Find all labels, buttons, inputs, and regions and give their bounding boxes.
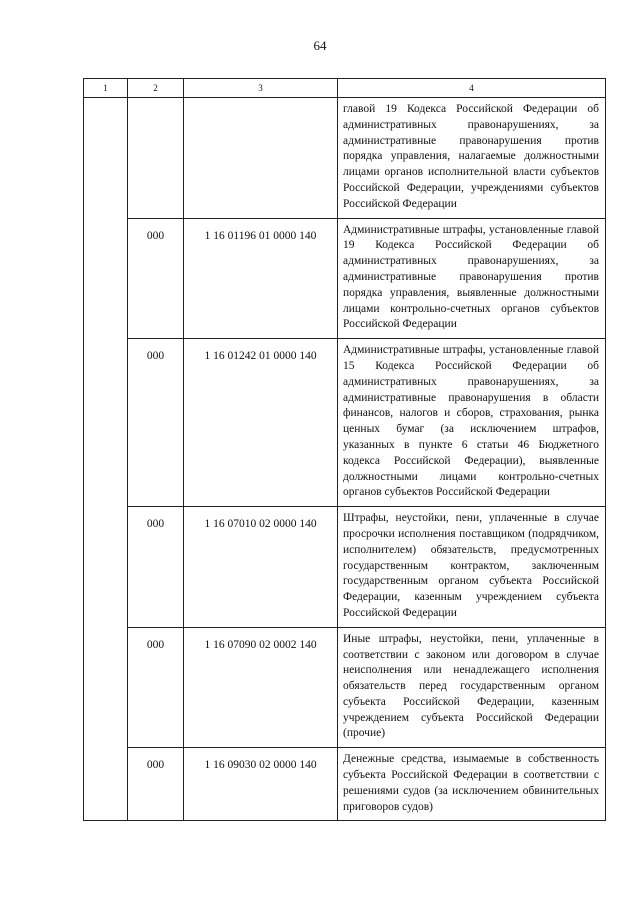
column-number-row: [84, 79, 606, 98]
description-cell: Штрафы, неустойки, пени, уплаченные в случае просрочки исполнения поставщиком (подрядчиком, исполнителем) обязательств, предусмотренных государственным контрактом, заключенным государственным органом субъекта Российской Федерации, казенным учреждением субъекта Российской Федерации: [338, 507, 606, 628]
admin-code-cell: 000: [128, 627, 184, 748]
admin-code-cell: 000: [128, 748, 184, 821]
kbk-code-cell: 1 16 09030 02 0000 140: [184, 748, 338, 821]
admin-code-cell: [128, 98, 184, 219]
table-row: [84, 748, 606, 821]
description-cell: главой 19 Кодекса Российской Федерации об административных правонарушениях, за административные правонарушения против порядка управления, налагаемые должностными лицами органов исполнительной власти субъектов Российской Федерации, учреждениями субъектов Российской Федерации: [338, 98, 606, 219]
admin-code-cell: 000: [128, 339, 184, 507]
description-cell: Административные штрафы, установленные главой 15 Кодекса Российской Федерации об административных правонарушениях, за административные правонарушения в области финансов, налогов и сборов, страхования, рынка ценных бумаг (за исключением штрафов, указанных в пункте 6 статьи 46 Бюджетного кодекса Российской Федерации), выявленные должностными лицами контрольно-счетных органов субъектов Российской Федерации: [338, 339, 606, 507]
page-number: 64: [313, 38, 327, 53]
column-header-4: 4: [338, 79, 606, 98]
admin-code-cell: 000: [128, 507, 184, 628]
budget-codes-table: [83, 78, 606, 821]
column-header-2: 2: [128, 79, 184, 98]
description-cell: Иные штрафы, неустойки, пени, уплаченные в соответствии с законом или договором в случае неисполнения или ненадлежащего исполнения обязательств перед государственным органом субъекта Российской Федерации, казенным учреждением субъекта Российской Федерации (прочие): [338, 627, 606, 748]
kbk-code-cell: 1 16 01196 01 0000 140: [184, 218, 338, 339]
description-cell: Денежные средства, изымаемые в собственность субъекта Российской Федерации в соответствии с решениями судов (за исключением обвинительных приговоров судов): [338, 748, 606, 821]
column-header-1: 1: [84, 79, 128, 98]
table-row: [84, 627, 606, 748]
admin-code-cell: 000: [128, 218, 184, 339]
table-row: [84, 507, 606, 628]
kbk-code-cell: 1 16 07090 02 0002 140: [184, 627, 338, 748]
column-header-3: 3: [184, 79, 338, 98]
merged-empty-cell: [84, 98, 128, 821]
kbk-code-cell: 1 16 01242 01 0000 140: [184, 339, 338, 507]
kbk-code-cell: [184, 98, 338, 219]
table-row: [84, 218, 606, 339]
table-row: [84, 98, 606, 219]
description-cell: Административные штрафы, установленные главой 19 Кодекса Российской Федерации об административных правонарушениях, за административные правонарушения против порядка управления, выявленные должностными лицами контрольно-счетных органов субъектов Российской Федерации: [338, 218, 606, 339]
table-row: [84, 339, 606, 507]
kbk-code-cell: 1 16 07010 02 0000 140: [184, 507, 338, 628]
